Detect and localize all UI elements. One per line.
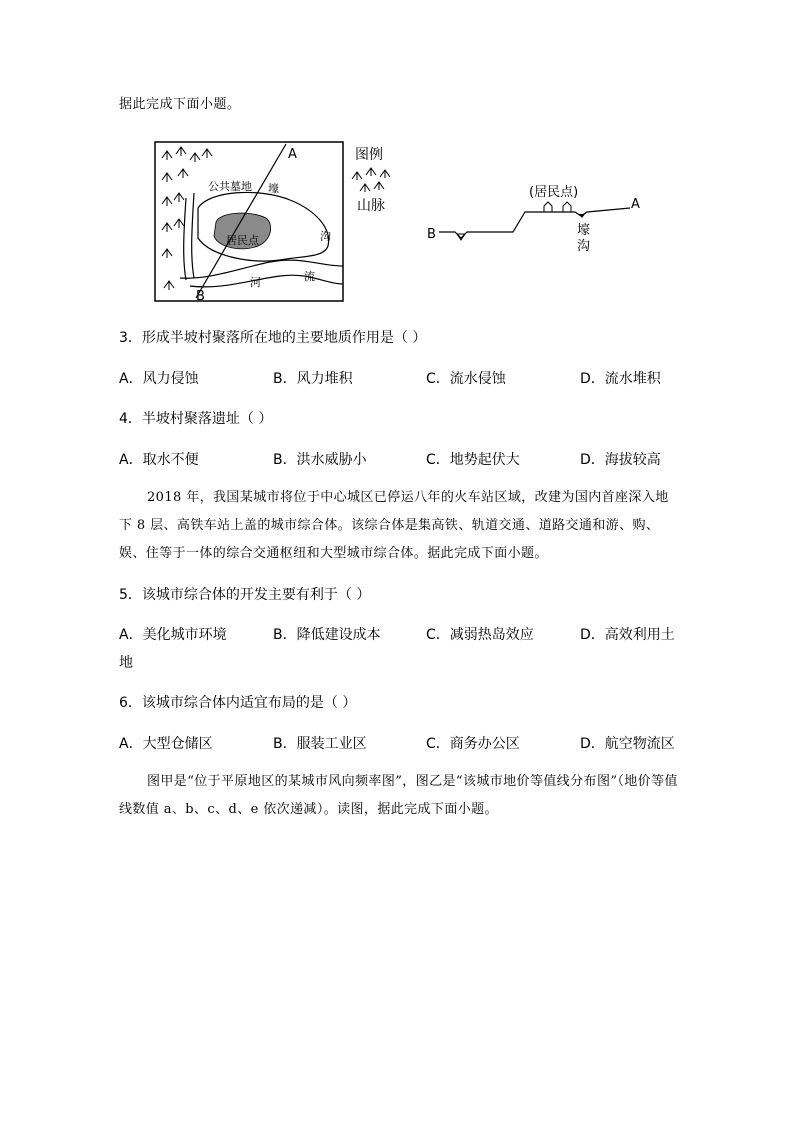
- q6-option-d[interactable]: D．航空物流区: [580, 736, 675, 752]
- question-3: 3．形成半坡村聚落所在地的主要地质作用是（ ）: [119, 330, 427, 346]
- q3-option-a[interactable]: A．风力侵蚀: [119, 371, 199, 387]
- profile-line: [196, 144, 286, 298]
- legend-title: 图例: [355, 147, 383, 163]
- profile-moat-label-2: 沟: [577, 239, 591, 254]
- legend-mountain-label: 山脉: [357, 198, 385, 214]
- profile-label-a: A: [631, 197, 640, 212]
- q6-option-a[interactable]: A．大型仓储区: [119, 736, 213, 752]
- profile-ground-line: [439, 208, 630, 238]
- river-label-2: 流: [304, 270, 315, 283]
- passage-city-complex: 2018 年，我国某城市将位于中心城区已停运八年的火车站区域，改建为国内首座深入地下 8 层、高铁车站上盖的城市综合体。该综合体是集高铁、轨道交通、道路交通和游、购、娱、住等于一体的综合交通枢纽和大型城市综合体。据此完成下面小题。: [119, 490, 669, 561]
- q4-option-c[interactable]: C．地势起伏大: [426, 452, 520, 468]
- question-4: 4．半坡村聚落遗址（ ）: [119, 411, 273, 427]
- tributary-line-2: [192, 193, 194, 278]
- question-5: 5．该城市综合体的开发主要有利于（ ）: [119, 587, 371, 603]
- q4-option-d[interactable]: D．海拔较高: [580, 452, 661, 468]
- river-label-1: 河: [250, 276, 261, 289]
- q5-option-b[interactable]: B．降低建设成本: [273, 627, 381, 643]
- question-6: 6．该城市综合体内适宜布局的是（ ）: [119, 695, 357, 711]
- q5-option-d-wrap: 地: [119, 655, 133, 671]
- q4-option-a[interactable]: A．取水不便: [119, 452, 199, 468]
- profile-moat-label-1: 壕: [577, 223, 591, 238]
- river-line: [180, 260, 343, 278]
- moat-label-2: 沟: [320, 230, 331, 243]
- house-icon: [544, 202, 552, 212]
- profile-diagram: [425, 180, 645, 255]
- moat-label-1: 壕: [268, 182, 279, 195]
- q3-option-c[interactable]: C．流水侵蚀: [426, 371, 506, 387]
- q3-option-b[interactable]: B．风力堆积: [273, 371, 353, 387]
- map-label-b: B: [196, 289, 205, 304]
- cemetery-label: 公共墓地: [208, 180, 252, 193]
- legend-mountain-icon: [350, 163, 394, 193]
- intro-text: 据此完成下面小题。: [119, 97, 241, 112]
- q6-option-b[interactable]: B．服装工业区: [273, 736, 367, 752]
- q5-option-d[interactable]: D．高效利用土: [580, 627, 675, 643]
- q3-option-d[interactable]: D．流水堆积: [580, 371, 661, 387]
- river-line-2: [190, 275, 343, 287]
- q4-option-b[interactable]: B．洪水威胁小: [273, 452, 367, 468]
- mountain-icon: [162, 147, 212, 290]
- q5-option-a[interactable]: A．美化城市环境: [119, 627, 227, 643]
- water-icon: [579, 214, 585, 218]
- profile-settlement-label: (居民点): [529, 185, 579, 200]
- house-icon: [563, 202, 571, 212]
- q5-option-c[interactable]: C．减弱热岛效应: [426, 627, 534, 643]
- water-icon: [457, 234, 465, 240]
- map-label-a: A: [288, 147, 297, 162]
- passage-wind-land-price: 图甲是“位于平原地区的某城市风向频率图”，图乙是“该城市地价等值线分布图”（地价等值线数值 a、b、c、d、e 依次递减）。读图，据此完成下面小题。: [119, 774, 678, 817]
- settlement-label: 居民点: [226, 234, 259, 247]
- profile-label-b: B: [427, 227, 436, 242]
- q6-option-c[interactable]: C．商务办公区: [426, 736, 520, 752]
- tributary-line: [184, 198, 186, 280]
